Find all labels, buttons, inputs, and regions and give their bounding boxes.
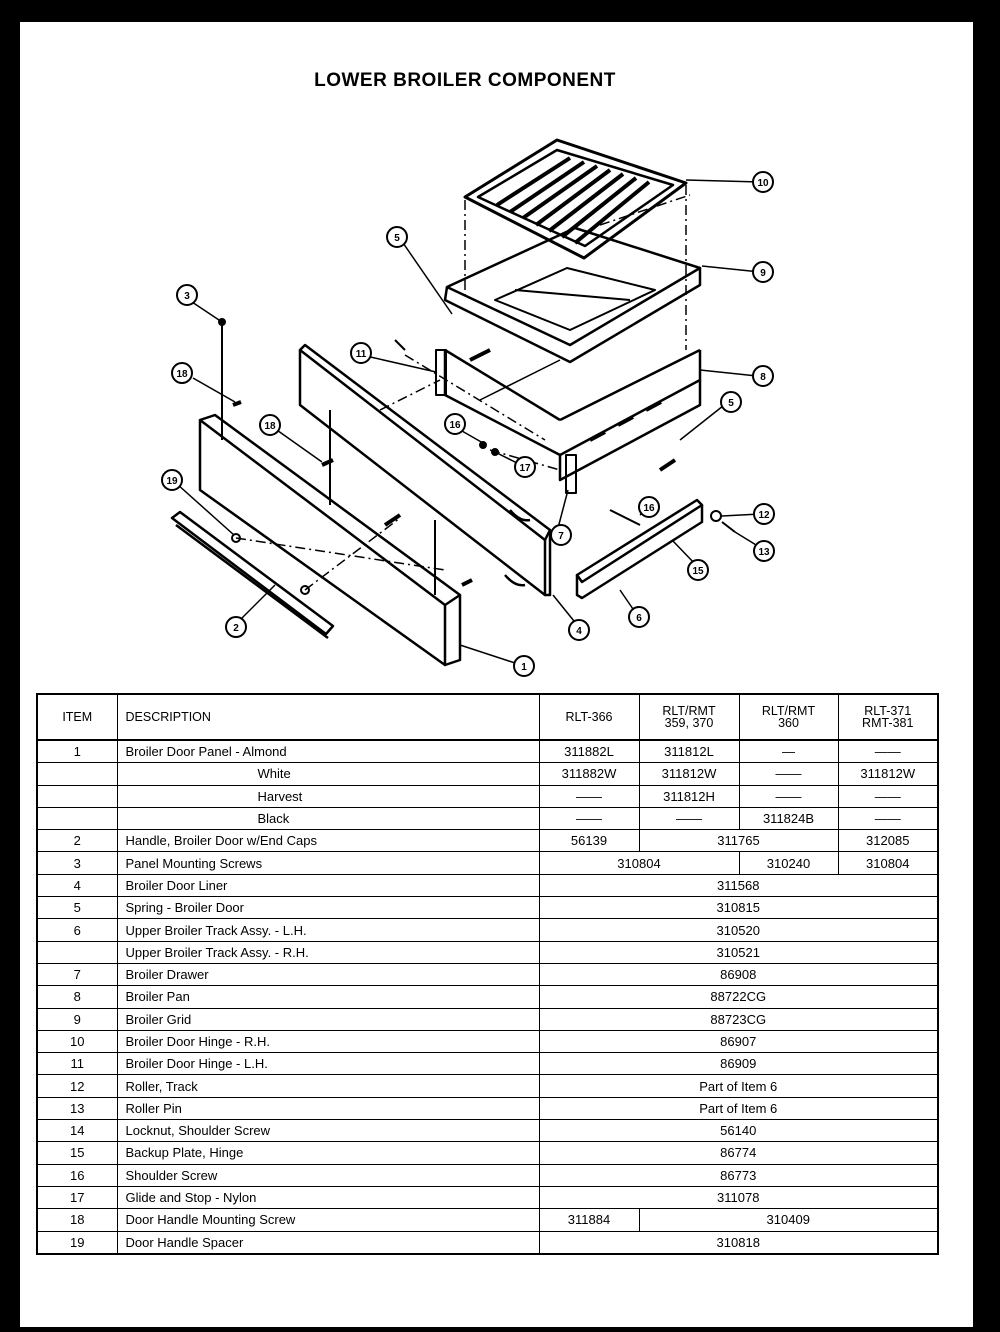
- row-value-all: 88723CG: [539, 1008, 938, 1030]
- header-rlt-371-rmt-381: [838, 694, 938, 740]
- row-item: 15: [37, 1142, 117, 1164]
- table-row: [37, 740, 938, 763]
- row-item: 7: [37, 963, 117, 985]
- row-value-col3: 311824B: [739, 807, 838, 829]
- callout-5-right: [721, 392, 741, 412]
- table-row: [37, 919, 938, 941]
- table-row: [37, 1164, 938, 1186]
- row-value-col1: 311884: [539, 1209, 639, 1231]
- row-description: Shoulder Screw: [117, 1164, 539, 1186]
- svg-text:9: 9: [760, 268, 766, 279]
- svg-text:5: 5: [394, 233, 400, 244]
- table-row: [37, 830, 938, 852]
- row-item: 6: [37, 919, 117, 941]
- row-value-all: 86908: [539, 963, 938, 985]
- row-description: Upper Broiler Track Assy. - L.H.: [117, 919, 539, 941]
- row-value-col2: ——: [639, 807, 739, 829]
- table-row: [37, 986, 938, 1008]
- row-value-all: Part of Item 6: [539, 1097, 938, 1119]
- row-item: 2: [37, 830, 117, 852]
- row-value-all: 86909: [539, 1053, 938, 1075]
- svg-text:2: 2: [233, 623, 239, 634]
- table-row: [37, 807, 938, 829]
- row-value-all: 310815: [539, 897, 938, 919]
- table-row: [37, 1030, 938, 1052]
- svg-text:12: 12: [758, 510, 770, 521]
- callout-2: [226, 617, 246, 637]
- row-value-col4: 310804: [838, 852, 938, 874]
- row-description: Broiler Door Panel - Almond: [117, 740, 539, 763]
- row-value-col4: ——: [838, 807, 938, 829]
- callout-1: [514, 656, 534, 676]
- row-description: Backup Plate, Hinge: [117, 1142, 539, 1164]
- svg-text:17: 17: [519, 463, 531, 474]
- table-row: [37, 1231, 938, 1254]
- row-description: Glide and Stop - Nylon: [117, 1186, 539, 1208]
- callout-11: [351, 343, 371, 363]
- row-value-col2: 311812W: [639, 763, 739, 785]
- table-row: [37, 1120, 938, 1142]
- broiler-drawer-part: [445, 350, 700, 480]
- row-item: 9: [37, 1008, 117, 1030]
- callout-4: [569, 620, 589, 640]
- row-value-col3: ——: [739, 763, 838, 785]
- row-description: Upper Broiler Track Assy. - R.H.: [117, 941, 539, 963]
- table-row: [37, 1075, 938, 1097]
- row-description: Door Handle Spacer: [117, 1231, 539, 1254]
- callout-markers: [162, 172, 774, 676]
- row-item: 10: [37, 1030, 117, 1052]
- callout-8: [753, 262, 773, 282]
- callout-13: [754, 541, 774, 561]
- row-description: Roller, Track: [117, 1075, 539, 1097]
- svg-text:1: 1: [521, 662, 527, 673]
- row-item: 14: [37, 1120, 117, 1142]
- row-item: 19: [37, 1231, 117, 1254]
- row-description: Spring - Broiler Door: [117, 897, 539, 919]
- row-value-col1: 56139: [539, 830, 639, 852]
- callout-19: [162, 470, 182, 490]
- broiler-pan-part: [445, 228, 700, 362]
- row-item: [37, 941, 117, 963]
- callout-16: [639, 497, 659, 517]
- parts-table: [36, 693, 939, 1255]
- row-value-col1: 311882W: [539, 763, 639, 785]
- row-value-col3: 310240: [739, 852, 838, 874]
- callout-3: [177, 285, 197, 305]
- callout-7: [753, 366, 773, 386]
- svg-text:16: 16: [643, 503, 655, 514]
- row-value-all: 86774: [539, 1142, 938, 1164]
- svg-text:10: 10: [757, 178, 769, 189]
- row-value-all: 88722CG: [539, 986, 938, 1008]
- row-value-col3: ——: [739, 785, 838, 807]
- row-value-col4: 312085: [838, 830, 938, 852]
- row-description: Panel Mounting Screws: [117, 852, 539, 874]
- row-description: White: [117, 763, 539, 785]
- callout-10: [551, 525, 571, 545]
- header-rlt-rmt-359-370: [639, 694, 739, 740]
- row-description: Door Handle Mounting Screw: [117, 1209, 539, 1231]
- table-row: [37, 852, 938, 874]
- row-value-col2-3: 311765: [639, 830, 838, 852]
- table-row: [37, 897, 938, 919]
- broiler-grid-part: [465, 140, 686, 258]
- row-value-col1: ——: [539, 807, 639, 829]
- row-value-all: 86773: [539, 1164, 938, 1186]
- row-description: Locknut, Shoulder Screw: [117, 1120, 539, 1142]
- table-row: [37, 1053, 938, 1075]
- table-row: [37, 1142, 938, 1164]
- svg-text:5: 5: [728, 398, 734, 409]
- row-description: Broiler Pan: [117, 986, 539, 1008]
- row-description: Handle, Broiler Door w/End Caps: [117, 830, 539, 852]
- row-item: 16: [37, 1164, 117, 1186]
- callout-18-mid: [260, 415, 280, 435]
- door-handle-part: [172, 512, 333, 638]
- row-item: 4: [37, 874, 117, 896]
- row-item: 17: [37, 1186, 117, 1208]
- row-description: Broiler Door Hinge - R.H.: [117, 1030, 539, 1052]
- row-item: 11: [37, 1053, 117, 1075]
- row-item: 1: [37, 740, 117, 763]
- svg-text:3: 3: [184, 291, 190, 302]
- row-value-col1-2: 310804: [539, 852, 739, 874]
- row-description: Broiler Door Hinge - L.H.: [117, 1053, 539, 1075]
- row-item: 12: [37, 1075, 117, 1097]
- broiler-door-liner-part: [300, 345, 550, 595]
- header-col4-line1: RLT-371: [864, 703, 912, 718]
- broiler-track-part: [577, 500, 702, 598]
- svg-text:15: 15: [692, 566, 704, 577]
- page-title: LOWER BROILER COMPONENT: [314, 70, 616, 91]
- row-item: [37, 807, 117, 829]
- callout-12: [754, 504, 774, 524]
- row-value-col4: ——: [838, 785, 938, 807]
- callout-14: [445, 414, 465, 434]
- row-item: 13: [37, 1097, 117, 1119]
- row-value-col2: 311812L: [639, 740, 739, 763]
- table-row: [37, 874, 938, 896]
- row-item: [37, 763, 117, 785]
- row-item: 18: [37, 1209, 117, 1231]
- row-value-all: 86907: [539, 1030, 938, 1052]
- svg-text:13: 13: [758, 547, 770, 558]
- svg-text:11: 11: [355, 349, 367, 360]
- row-description: Black: [117, 807, 539, 829]
- row-value-all: 56140: [539, 1120, 938, 1142]
- callout-5-left: [387, 227, 407, 247]
- table-row: [37, 1008, 938, 1030]
- row-value-col4: ——: [838, 740, 938, 763]
- callout-18-left: [172, 363, 192, 383]
- row-value-all: 311078: [539, 1186, 938, 1208]
- header-rlt-366: RLT-366: [539, 694, 639, 740]
- table-row: [37, 1097, 938, 1119]
- svg-text:7: 7: [558, 531, 564, 542]
- row-description: Broiler Drawer: [117, 963, 539, 985]
- row-item: 5: [37, 897, 117, 919]
- header-description: DESCRIPTION: [117, 694, 539, 740]
- svg-text:18: 18: [176, 369, 188, 380]
- row-value-col1: 311882L: [539, 740, 639, 763]
- svg-text:19: 19: [166, 476, 178, 487]
- row-value-col4: 311812W: [838, 763, 938, 785]
- row-value-col2-4: 310409: [639, 1209, 938, 1231]
- row-item: 8: [37, 986, 117, 1008]
- callout-6: [629, 607, 649, 627]
- row-item: 3: [37, 852, 117, 874]
- callout-15: [515, 457, 535, 477]
- callout-17: [688, 560, 708, 580]
- table-row: [37, 941, 938, 963]
- row-description: Harvest: [117, 785, 539, 807]
- svg-text:16: 16: [449, 420, 461, 431]
- svg-text:18: 18: [264, 421, 276, 432]
- row-value-all: 310818: [539, 1231, 938, 1254]
- header-item: ITEM: [37, 694, 117, 740]
- header-col4-line2: RMT-381: [862, 716, 914, 730]
- svg-text:8: 8: [760, 372, 766, 383]
- table-row: [37, 763, 938, 785]
- row-description: Broiler Grid: [117, 1008, 539, 1030]
- row-item: [37, 785, 117, 807]
- header-col2-line2: 359, 370: [664, 716, 714, 730]
- svg-text:4: 4: [576, 626, 582, 637]
- table-row: [37, 1209, 938, 1231]
- callout-9: [753, 172, 773, 192]
- row-value-all: 310521: [539, 941, 938, 963]
- table-row: [37, 785, 938, 807]
- row-value-all: 311568: [539, 874, 938, 896]
- svg-text:6: 6: [636, 613, 642, 624]
- header-col3-line1: RLT/RMT: [761, 703, 816, 718]
- row-value-col2: 311812H: [639, 785, 739, 807]
- row-description: Broiler Door Liner: [117, 874, 539, 896]
- table-row: [37, 1186, 938, 1208]
- row-value-all: Part of Item 6: [539, 1075, 938, 1097]
- row-value-col1: ——: [539, 785, 639, 807]
- table-header-row: [37, 694, 938, 740]
- header-rlt-rmt-360: [739, 694, 838, 740]
- row-description: Roller Pin: [117, 1097, 539, 1119]
- table-row: [37, 963, 938, 985]
- row-value-col3: —: [739, 740, 838, 763]
- header-col3-line2: 360: [778, 716, 799, 730]
- header-col2-line1: RLT/RMT: [662, 703, 716, 718]
- row-value-all: 310520: [539, 919, 938, 941]
